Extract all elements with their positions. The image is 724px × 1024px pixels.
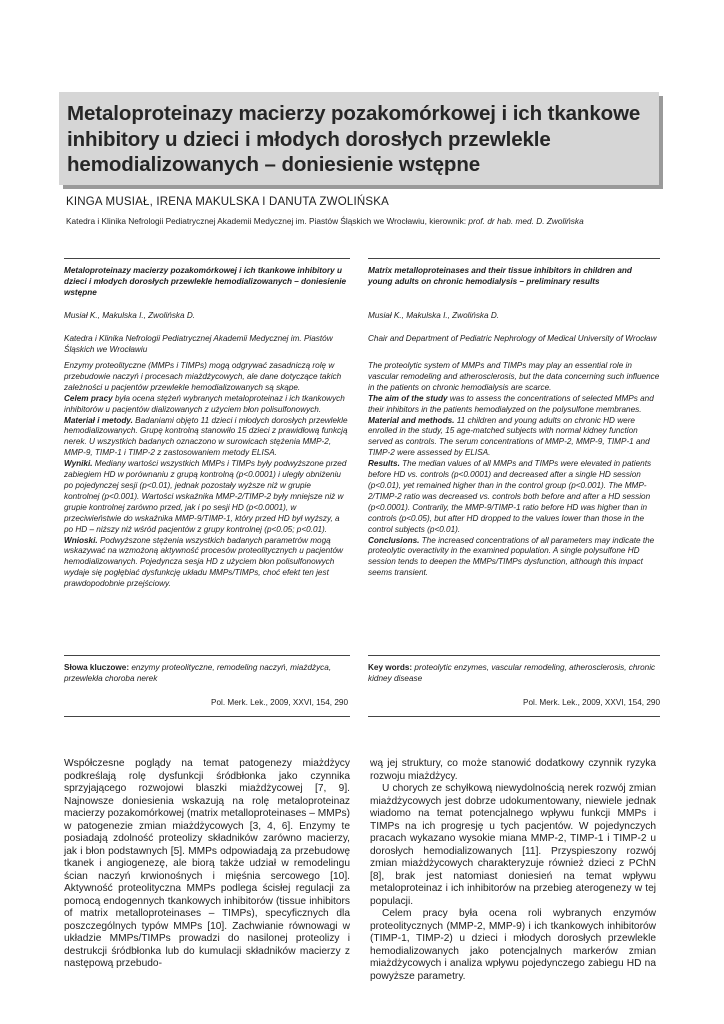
keywords-rule-right xyxy=(368,655,660,656)
abstract-pl-conclusions-label: Wnioski. xyxy=(64,535,98,545)
article-authors: KINGA MUSIAŁ, IRENA MAKULSKA I DANUTA ZWOLIŃSKA xyxy=(66,196,389,208)
body-column-right xyxy=(370,758,656,983)
abstract-en-methods: 11 children and young adults on chronic HD were enrolled in the study, 15 age-matched subjects with normal kidney function served as controls. The serum concentrations of MMP-2, MMP-9, TIMP-1 and TIMP-2 were assessed by ELISA. xyxy=(368,415,650,458)
affiliation-head: prof. dr hab. med. D. Zwolińska xyxy=(468,216,584,226)
title-box xyxy=(59,92,659,185)
abstract-en-keywords xyxy=(368,663,660,685)
abstract-en-conclusions: The increased concentrations of all parameters may indicate the proteolytic overactivity in the examined population. A single polysulfone HD session tends to deepen the MMPs/TIMPs dysfunction, although this impact seems transient. xyxy=(368,535,655,578)
keywords-rule-left xyxy=(64,655,350,656)
abstract-pl-title: Metaloproteinazy macierzy pozakomórkowej i ich tkankowe inhibitory u dzieci i młodych dorosłych przewlekle hemodializowanych – doniesienie wstępne xyxy=(64,266,347,297)
body-paragraph: wą jej struktury, co może stanowić dodatkowy czynnik ryzyka rozwoju miażdżycy. xyxy=(370,758,656,782)
abstract-en-body xyxy=(368,361,660,579)
abstract-pl-authors: Musiał K., Makulska I., Zwolińska D. xyxy=(64,311,196,320)
article-title: Metaloproteinazy macierzy pozakomórkowej i ich tkankowe inhibitory u dzieci i młodych dorosłych przewlekle hemodializowanych – doniesienie wstępne xyxy=(67,102,641,176)
abstract-en-authors: Musiał K., Makulska I., Zwolińska D. xyxy=(368,311,500,320)
abstract-en-conclusions-label: Conclusions. xyxy=(368,535,420,545)
abstract-pl-citation: Pol. Merk. Lek., 2009, XXVI, 154, 290 xyxy=(211,698,348,707)
top-rule-left xyxy=(64,258,350,259)
bottom-rule-left xyxy=(64,716,350,717)
top-rule-right xyxy=(368,258,660,259)
abstract-en-citation: Pol. Merk. Lek., 2009, XXVI, 154, 290 xyxy=(523,698,660,707)
abstract-pl-intro: Enzymy proteolityczne (MMPs i TIMPs) mogą odgrywać zasadniczą rolę w przebudowie naczyń i procesach miażdżycowych, ale dane dotyczące takich zależności u pacjentów przewlekle hemodializowanych są skąpe. xyxy=(64,361,342,392)
abstract-pl-methods: Badaniami objęto 11 dzieci i młodych dorosłych przewlekle hemodializowanych. Grupę kontrolną stanowiło 15 dzieci z prawidłową funkcją nerek. U wszystkich badanych oznaczono w surowicach stężenia MMP-2, MMP-9, TIMP-1 i TIMP-2 z zastosowaniem metody ELISA. xyxy=(64,415,348,458)
abstract-pl-aim: była ocena stężeń wybranych metaloproteinaz i ich tkankowych inhibitorów u pacjentów dializowanych z użyciem błon polisulfonowych. xyxy=(64,393,345,414)
abstract-pl-affiliation: Katedra i Klinika Nefrologii Pediatrycznej Akademii Medycznej im. Piastów Śląskich we Wrocławiu xyxy=(64,334,333,354)
article-affiliation xyxy=(66,216,666,226)
affiliation-text: Katedra i Klinika Nefrologii Pediatrycznej Akademii Medycznej im. Piastów Śląskich we Wrocławiu, kierownik: xyxy=(66,216,469,226)
abstract-pl-body xyxy=(64,361,348,590)
abstract-en-results-label: Results. xyxy=(368,459,400,469)
abstract-en-results: The median values of all MMPs and TIMPs were elevated in patients before HD vs. controls (p<0.0001) and decreased after a single HD session (p<0.01), yet remained higher than in the control group (p<0.001). The MMP-2/TIMP-2 ratio was decreased vs. controls both before and after a HD session (p<0.0001). Contrarily, the MMP-9/TIMP-1 ratio before HD was higher than in controls (p<0.05), but after HD dropped to the values lower than those in the control subjects (p<0.01). xyxy=(368,459,652,534)
abstract-pl-keywords-text: enzymy proteolityczne, remodeling naczyń, miażdżyca, przewlekła choroba nerek xyxy=(64,663,332,683)
abstract-en-keywords-label: Key words: xyxy=(368,663,413,672)
abstract-pl-keywords-label: Słowa kluczowe: xyxy=(64,663,130,672)
abstract-pl-results: Mediany wartości wszystkich MMPs i TIMPs były podwyższone przed zabiegiem HD w porównaniu z grupą kontrolną (p<0.0001) i uległy obniżeniu po pojedynczej sesji (p<0.01), jednak pozostały wyższe niż w grupie kontrolnej (p<0.001). Wartości wskaźnika MMP-2/TIMP-2 były mniejsze niż w grupie kontrolnej zarówno przed, jak i po sesji HD (p<0.0001), w przeciwieństwie do wskaźnika MMP-9/TIMP-1, który przed HD był wyższy, a po HD – niższy niż wśród pacjentów z grupy kontrolnej (p<0.05; p<0.01). xyxy=(64,459,347,534)
body-paragraph: U chorych ze schyłkową niewydolnością nerek rozwój zmian miażdżycowych jest dobrze udokumentowany, niewiele jednak wiadomo na temat potencjalnego wpływu funkcji MMPs i TIMPs na ich progresję u tych pacjentów. W pojedynczych pracach wykazano wysokie miana MMP-2, TIMP-1 i TIMP-2 u dorosłych hemodializowanych [11]. Przyspieszony rozwój zmian miażdżycowych charakteryzuje również dzieci z PChN [8], brak jest natomiast doniesień na temat wpływu metaloproteinaz i ich inhibitorów na przebieg aterogenezy w tej populacji. xyxy=(370,783,656,907)
abstract-pl-results-label: Wyniki. xyxy=(64,459,93,469)
abstract-en-keywords-text: proteolytic enzymes, vascular remodeling, atherosclerosis, chronic kidney disease xyxy=(368,663,656,683)
abstract-pl-conclusions: Podwyższone stężenia wszystkich badanych parametrów mogą wskazywać na wzmożoną aktywność procesów proteolitycznych u pacjentów hemodializowanych. Pojedyncza sesja HD z użyciem błon polisulfonowych wydaje się pogłębiać dysfunkcję układu MMPs/TIMPs, choć efekt ten jest prawdopodobnie przejściowy. xyxy=(64,535,343,589)
body-column-left xyxy=(64,758,350,971)
abstract-en-affiliation: Chair and Department of Pediatric Nephrology of Medical University of Wrocław xyxy=(368,334,657,343)
abstract-en-aim-label: The aim of the study xyxy=(368,393,448,403)
abstract-pl-aim-label: Celem pracy xyxy=(64,393,113,403)
abstract-en-methods-label: Material and methods. xyxy=(368,415,455,425)
abstract-en-title: Matrix metalloproteinases and their tissue inhibitors in children and young adults on chronic hemodialysis – preliminary results xyxy=(368,266,632,286)
abstract-pl-keywords xyxy=(64,663,348,685)
abstract-en-intro: The proteolytic system of MMPs and TIMPs may play an essential role in vascular remodeling and atherosclerosis, but the data concerning such influence in the patients on chronic hemodialysis are scarce. xyxy=(368,361,660,392)
abstract-pl-methods-label: Materiał i metody. xyxy=(64,415,133,425)
abstract-en-aim: was to assess the concentrations of selected MMPs and their inhibitors in the patients hemodialyzed on the polysulfone membranes. xyxy=(368,393,654,414)
body-paragraph: Współczesne poglądy na temat patogenezy miażdżycy podkreślają rolę dysfunkcji śródbłonka jako czynnika sprzyjającego rozwojowi blaszki miażdżycowej [7, 9]. Najnowsze doniesienia wskazują na rolę metaloproteinaz macierzy pozakomórkowej (matrix metalloproteinases – MMPs) w patogenezie zmian miażdżycowych [3, 4, 6]. Enzymy te posiadają zdolność proteolizy składników zarówno macierzy, jak i błon podstawnych [5]. MMPs odpowiadają za przebudowę tkanek i angiogenezę, ale biorą także udział w remodelingu ścian naczyń krwionośnych i mięśnia sercowego [10]. Aktywność proteolityczna MMPs podlega ścisłej regulacji za pomocą endogennych tkankowych inhibitorów (tissue inhibitors of matrix metalloproteinases – TIMPs), specyficznych dla poszczególnych typów MMPs [10]. Zachwianie równowagi w układzie MMPs/TIMPs prowadzi do nasilonej proteolizy i destrukcji śródbłonka lub do kumulacji składników macierzy z następową przebudo- xyxy=(64,758,350,969)
body-paragraph: Celem pracy była ocena roli wybranych enzymów proteolitycznych (MMP-2, MMP-9) i ich tkankowych inhibitorów (TIMP-1, TIMP-2) u dzieci i młodych dorosłych przewlekle hemodializowanych jako potencjalnych markerów zmian miażdżycowych i analiza wpływu pojedynczego zabiegu HD na powyższe parametry. xyxy=(370,908,656,982)
bottom-rule-right xyxy=(368,716,660,717)
